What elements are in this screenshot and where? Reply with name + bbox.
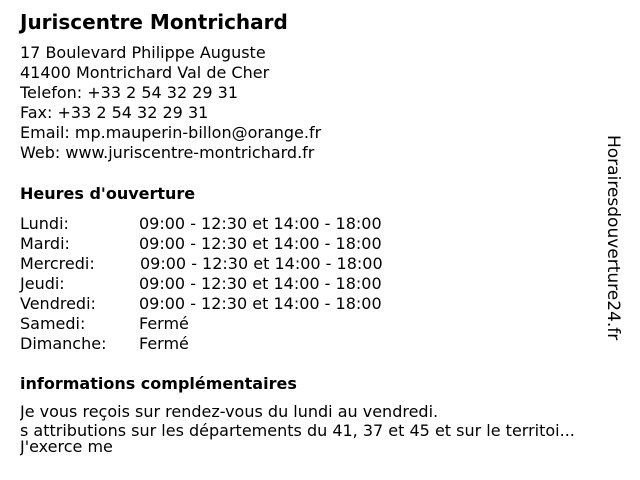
telefon-line: Telefon: +33 2 54 32 29 31 [20,83,239,102]
hours-day: Mercredi: [20,254,95,273]
address-street: 17 Boulevard Philippe Auguste [20,43,266,62]
hours-day: Vendredi: [20,294,96,313]
hours-time: 09:00 - 12:30 et 14:00 - 18:00 [139,274,382,293]
hours-day: Samedi: [20,314,86,333]
info-line: J'exerce me [20,439,113,456]
hours-day: Dimanche: [20,334,107,353]
hours-day: Mardi: [20,234,70,253]
hours-heading: Heures d'ouverture [20,184,196,203]
hours-time: 09:00 - 12:30 et 14:00 - 18:00 [140,254,383,273]
hours-time: Fermé [139,314,189,333]
address-block [20,43,321,163]
hours-day: Lundi: [20,214,69,233]
info-line: s attributions sur les départements du 41, 37 et 45 et sur le territoi... [20,423,575,440]
hours-day: Jeudi: [20,274,65,293]
hours-time: 09:00 - 12:30 et 14:00 - 18:00 [139,214,382,233]
web-line: Web: www.juriscentre-montrichard.fr [20,143,315,162]
watermark-text: Horairesdouverture24.fr [603,135,623,341]
email-line: Email: mp.mauperin-billon@orange.fr [20,123,322,142]
info-heading: informations complémentaires [20,374,297,393]
fax-line: Fax: +33 2 54 32 29 31 [20,103,209,122]
hours-time: 09:00 - 12:30 et 14:00 - 18:00 [139,234,382,253]
hours-time: Fermé [139,334,189,353]
address-city: 41400 Montrichard Val de Cher [20,63,270,82]
hours-time: 09:00 - 12:30 et 14:00 - 18:00 [139,294,382,313]
business-name: Juriscentre Montrichard [20,10,288,34]
info-line: Je vous reçois sur rendez-vous du lundi au vendredi. [20,404,439,421]
info-block [20,404,630,458]
